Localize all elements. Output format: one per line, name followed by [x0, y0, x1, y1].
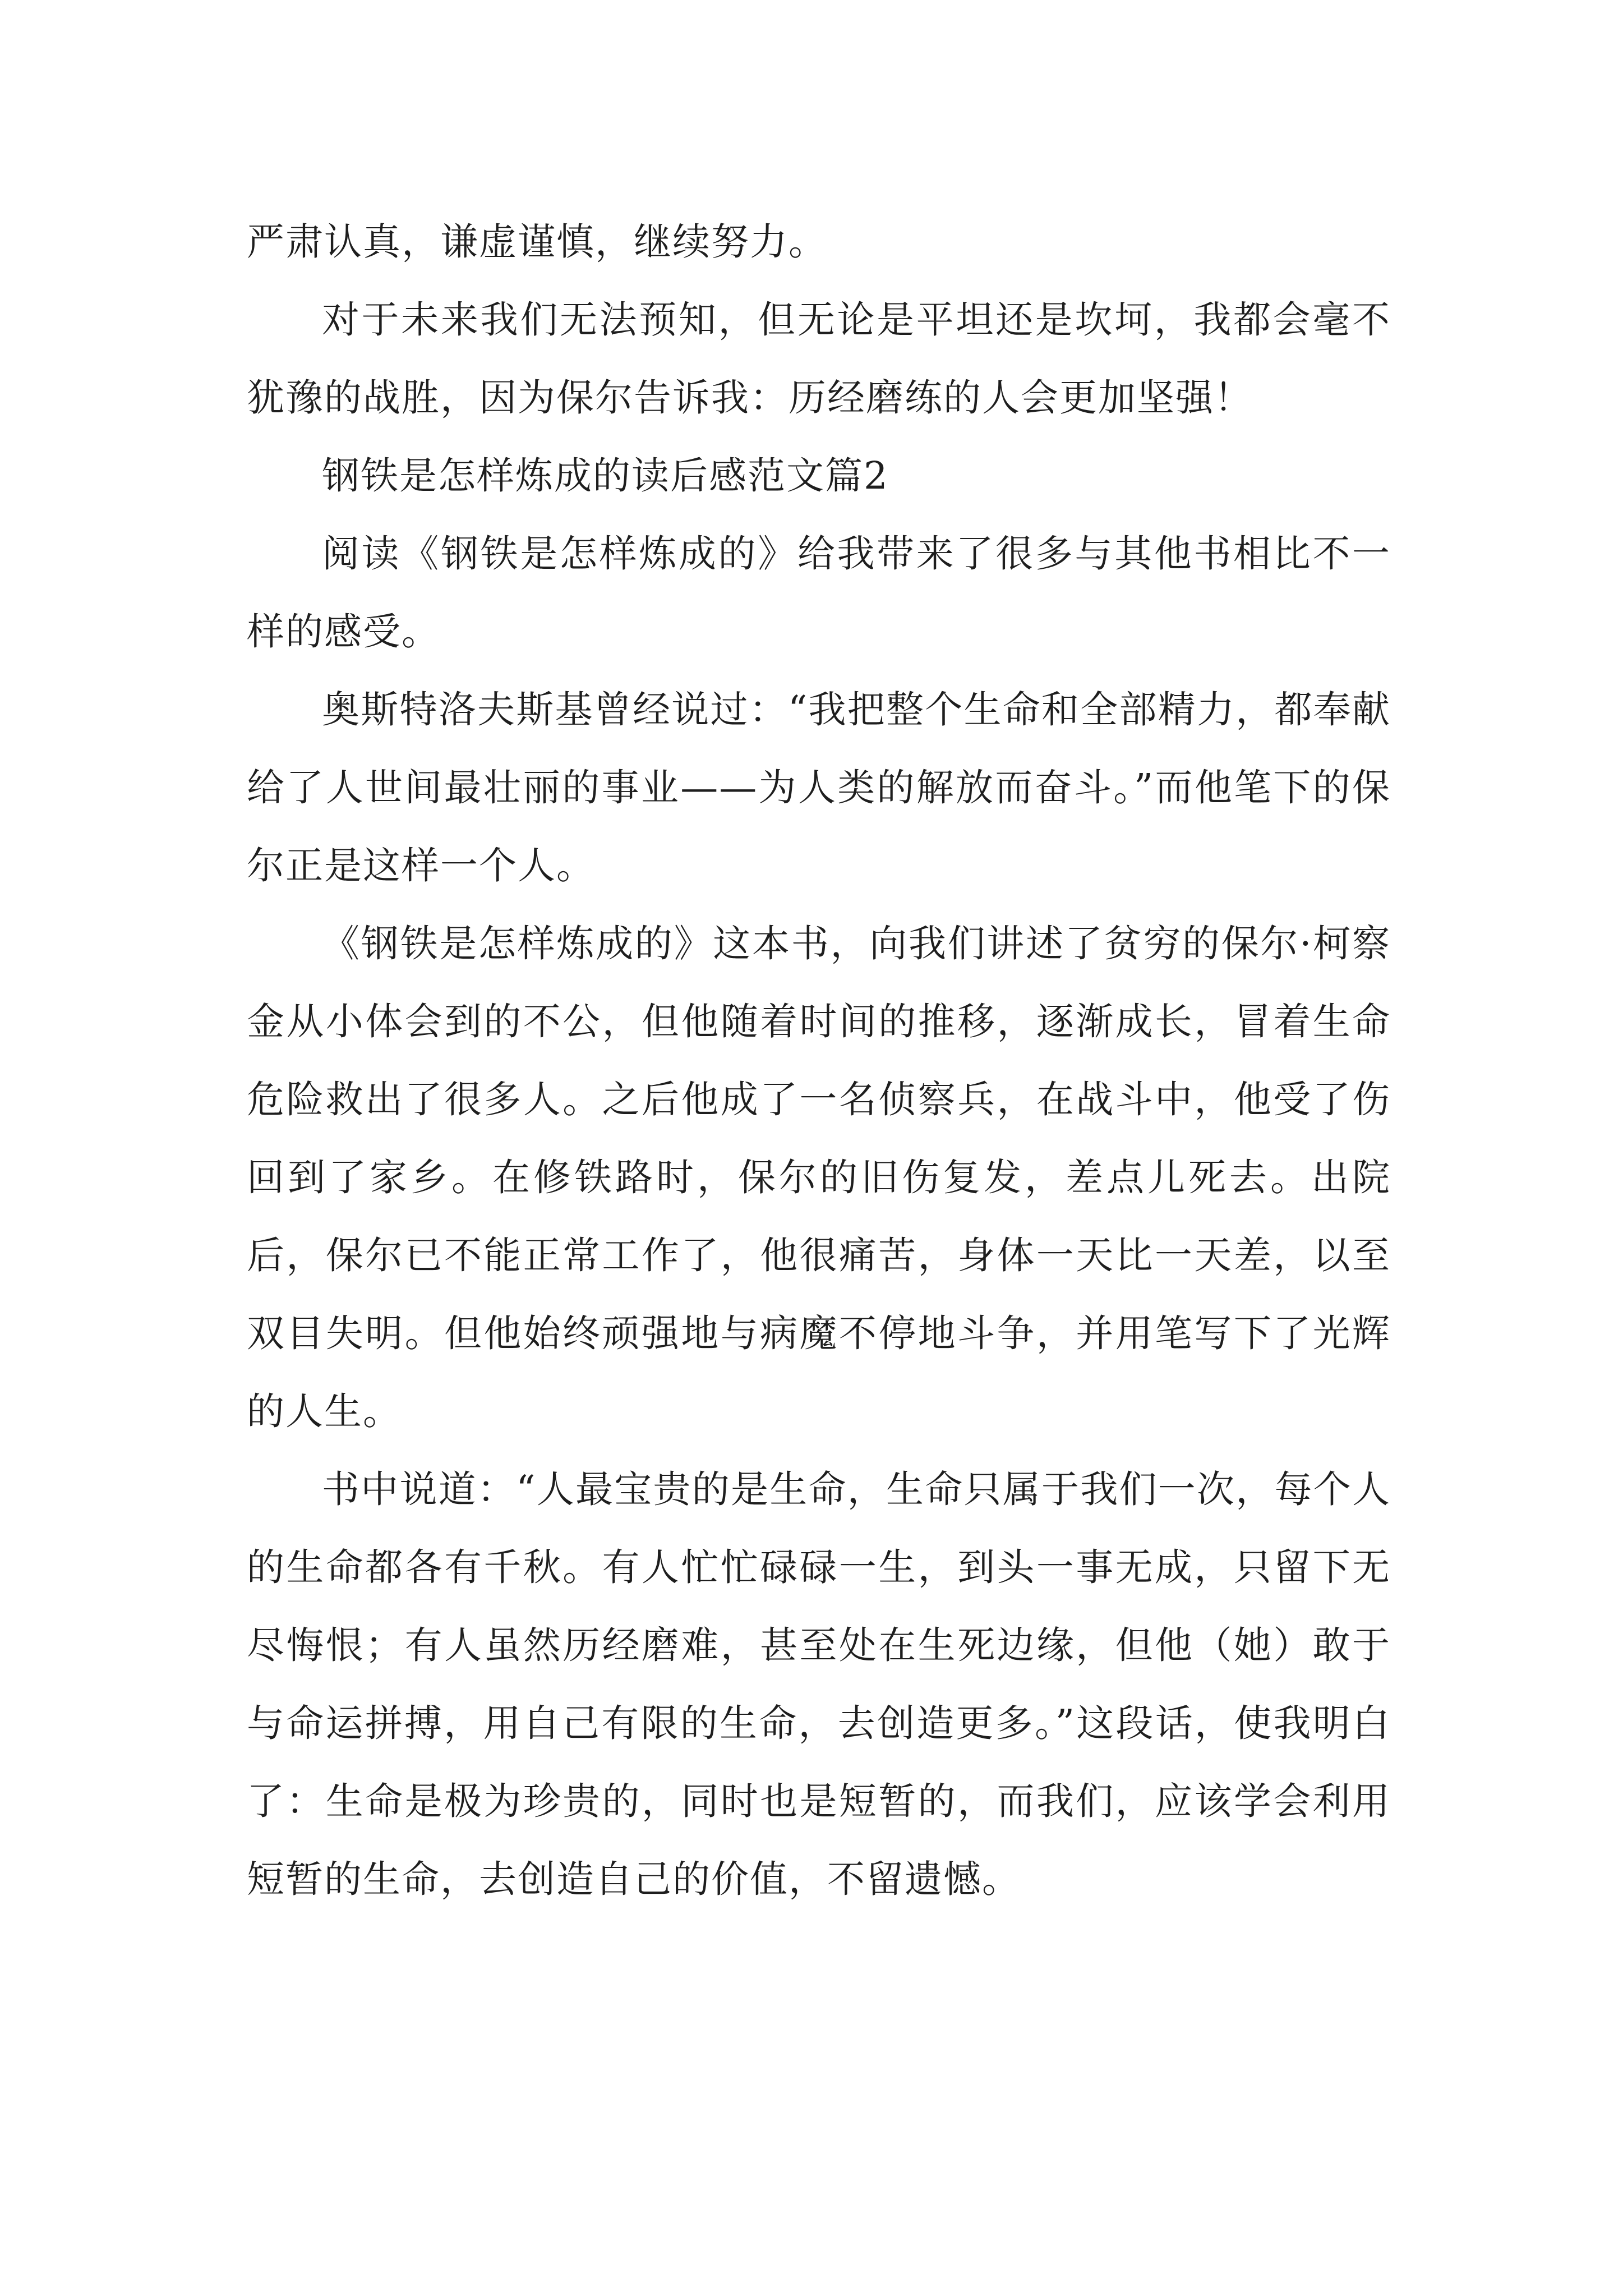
paragraph-story-summary: 《钢铁是怎样炼成的》这本书，向我们讲述了贫穷的保尔·柯察金从小体会到的不公，但他随着时间的推移，逐渐成长，冒着生命危险救出了很多人。之后他成了一名侦察兵，在战斗中，他受了伤回到了家乡。在修铁路时，保尔的旧伤复发，差点儿死去。出院后，保尔已不能正常工作了，他很痛苦，身体一天比一天差，以至双目失明。但他始终顽强地与病魔不停地斗争，并用笔写下了光辉的人生。: [247, 922, 1391, 1433]
document-body: [247, 203, 1391, 1918]
paragraph-future: 对于未来我们无法预知，但无论是平坦还是坎坷，我都会毫不犹豫的战胜，因为保尔告诉我：历经磨练的人会更加坚强！: [247, 298, 1391, 420]
paragraph-reading-intro: 阅读《钢铁是怎样炼成的》给我带来了很多与其他书相比不一样的感受。: [247, 532, 1391, 654]
section-heading: 钢铁是怎样炼成的读后感范文篇2: [322, 454, 889, 498]
paragraph-quote-author: 奥斯特洛夫斯基曾经说过：“我把整个生命和全部精力，都奉献给了人世间最壮丽的事业——为人类的解放而奋斗。”而他笔下的保尔正是这样一个人。: [247, 688, 1391, 887]
paragraph-continuation: 严肃认真，谦虚谨慎，继续努力。: [247, 220, 827, 264]
paragraph-book-quote: 书中说道：“人最宝贵的是生命，生命只属于我们一次，每个人的生命都各有千秋。有人忙忙碌碌一生，到头一事无成，只留下无尽悔恨；有人虽然历经磨难，甚至处在生死边缘，但他（她）敢于与命运拼搏，用自己有限的生命，去创造更多。”这段话，使我明白了：生命是极为珍贵的，同时也是短暂的，而我们，应该学会利用短暂的生命，去创造自己的价值，不留遗憾。: [247, 1467, 1391, 1901]
